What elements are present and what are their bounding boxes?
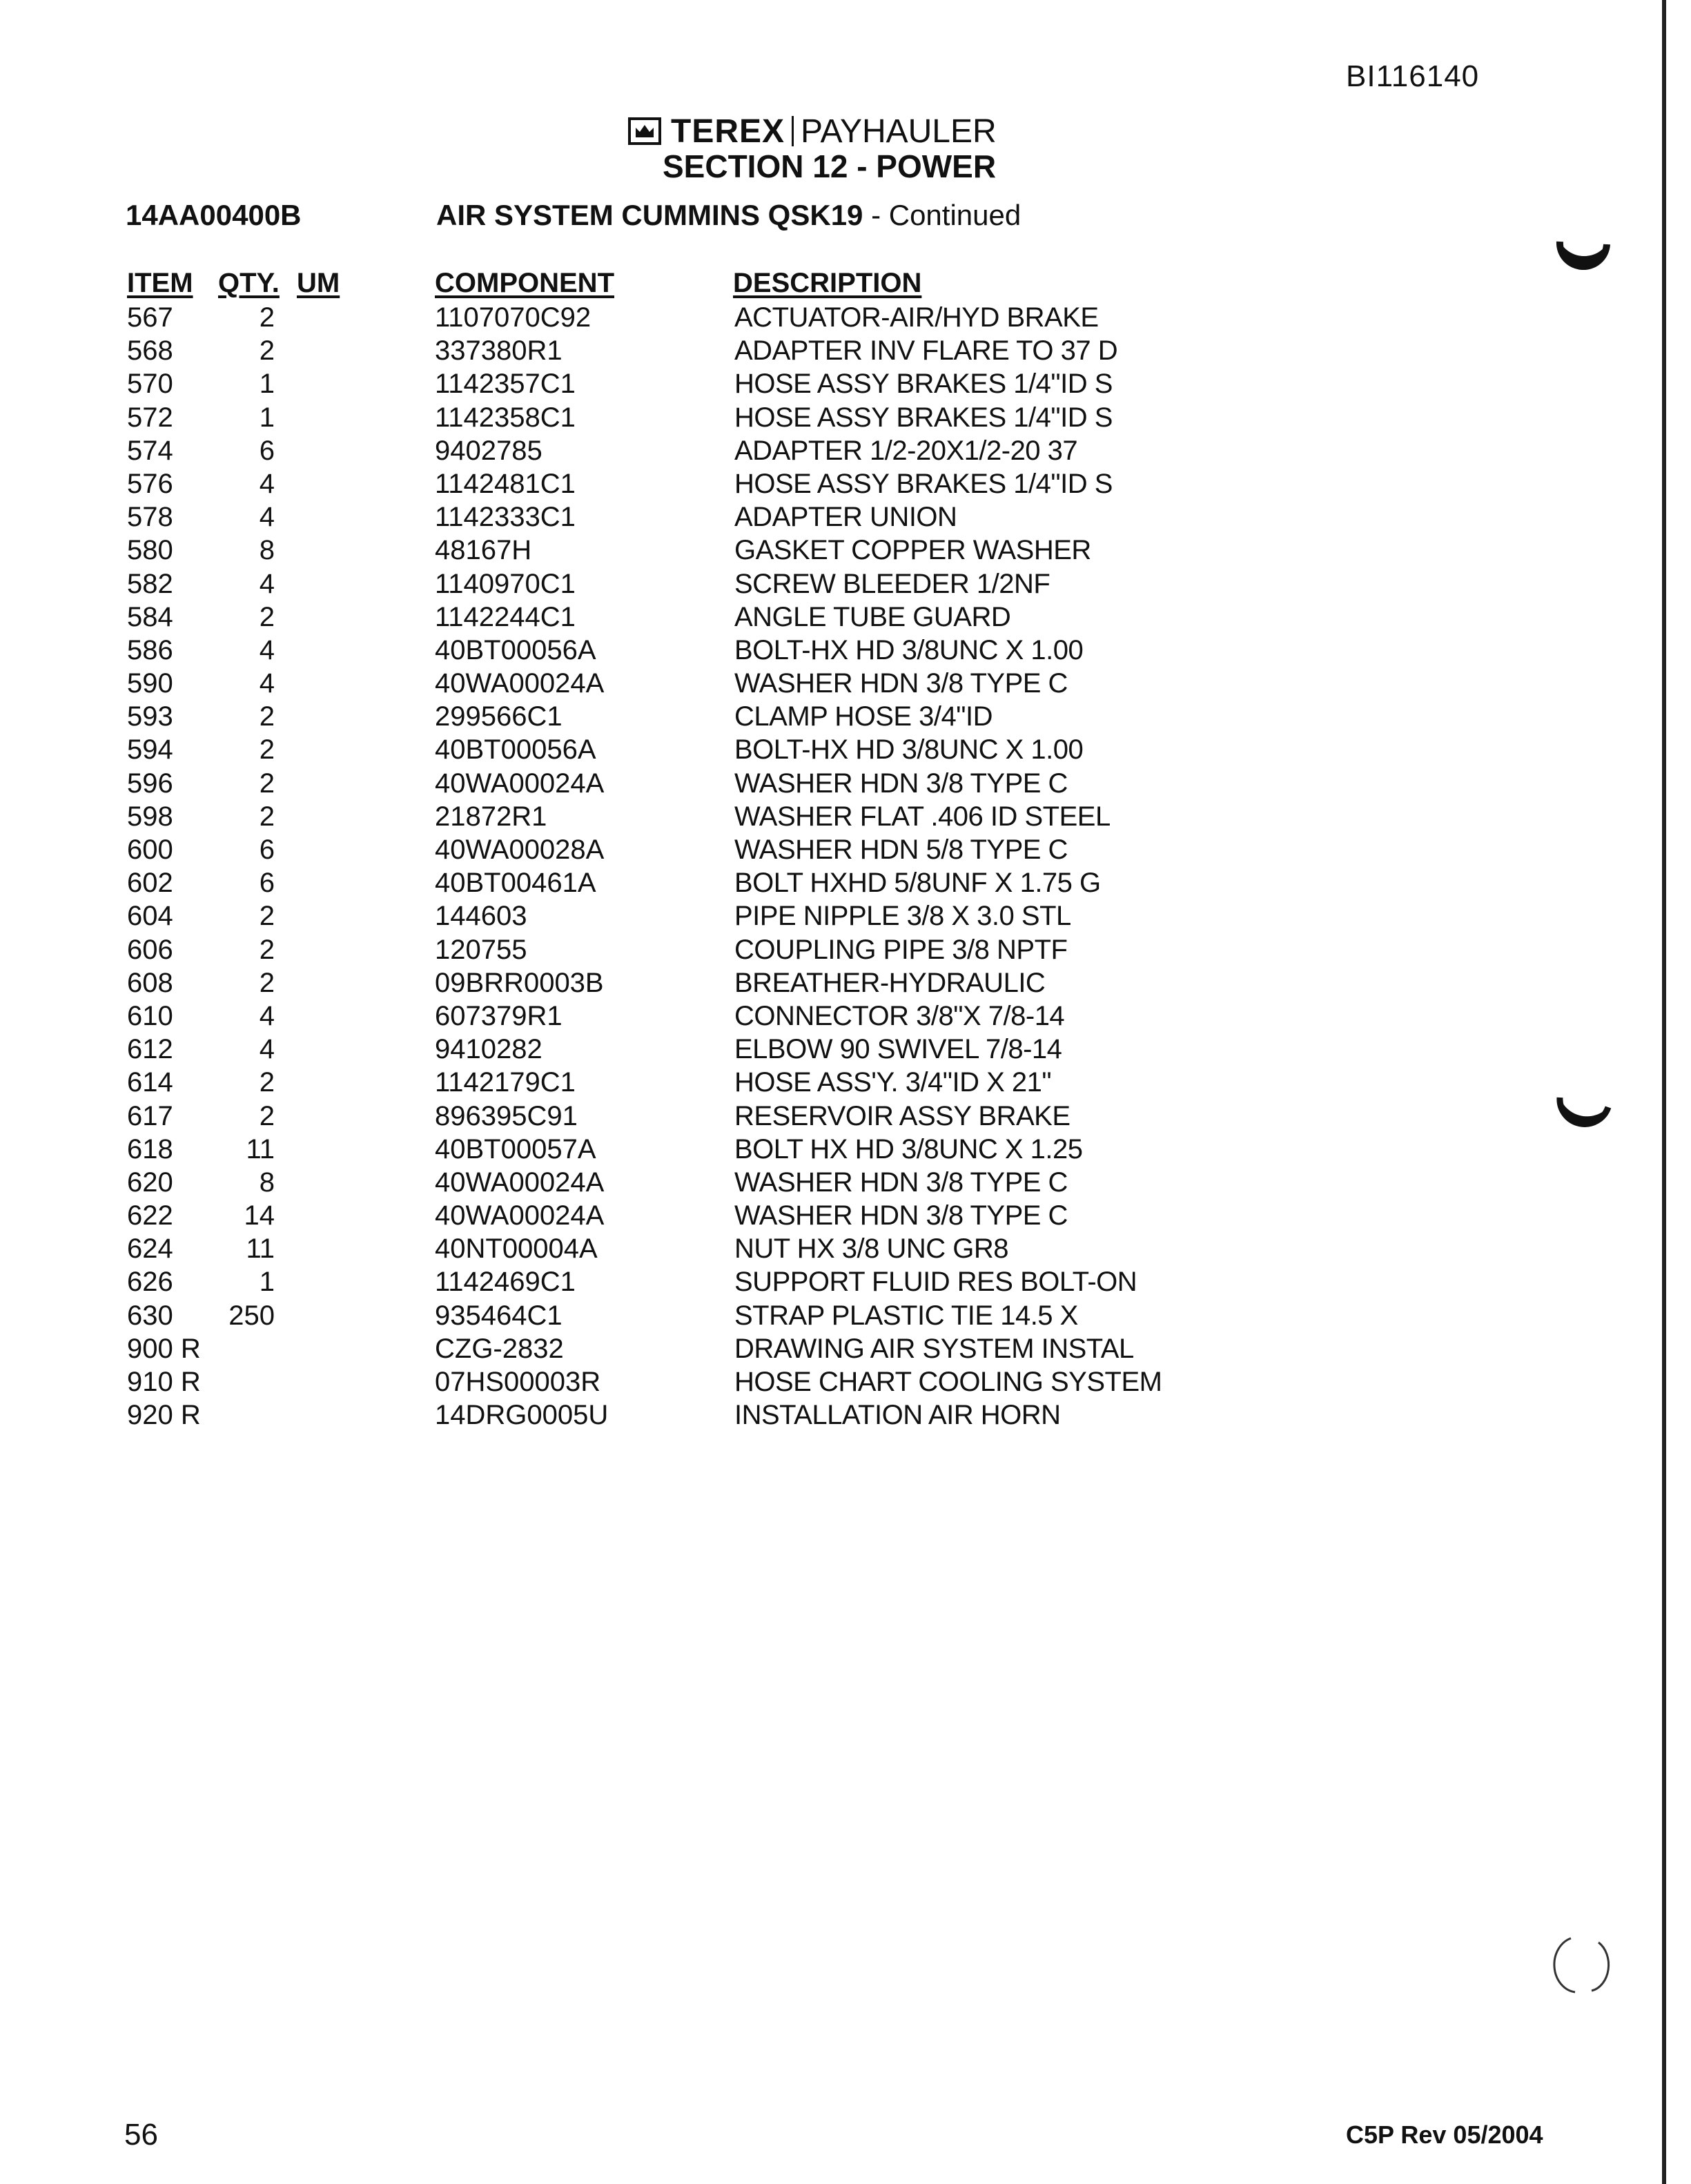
- row-component-number: 40WA00028A: [435, 835, 605, 865]
- row-quantity: 2: [259, 701, 275, 732]
- row-quantity: 4: [259, 668, 275, 699]
- row-item-number: 602: [127, 868, 173, 899]
- row-quantity: 4: [259, 468, 275, 499]
- row-quantity: 2: [259, 901, 275, 932]
- row-description: HOSE ASS'Y. 3/4"ID X 21": [734, 1067, 1052, 1098]
- row-item-number: 618: [127, 1133, 173, 1164]
- parts-table-body: [0, 301, 1656, 1432]
- row-quantity: 4: [259, 568, 275, 599]
- row-component-number: 40BT00461A: [435, 868, 596, 899]
- row-quantity: 1: [259, 1267, 275, 1298]
- row-component-number: 1142358C1: [435, 402, 576, 433]
- row-description: BREATHER-HYDRAULIC: [734, 967, 1046, 998]
- row-description: GASKET COPPER WASHER: [734, 535, 1091, 566]
- row-component-number: 1142481C1: [435, 468, 576, 499]
- row-item-number: 622: [127, 1200, 173, 1231]
- row-component-number: 1142179C1: [435, 1067, 576, 1098]
- row-description: ADAPTER INV FLARE TO 37 D: [734, 335, 1118, 367]
- row-item-number: 624: [127, 1234, 173, 1265]
- table-row: [0, 334, 1656, 367]
- row-item-number: 612: [127, 1034, 173, 1065]
- page-number: 56: [124, 2118, 158, 2152]
- table-row: [0, 634, 1656, 667]
- row-component-number: 120755: [435, 934, 527, 965]
- row-quantity: 4: [259, 1034, 275, 1065]
- row-item-number: 586: [127, 634, 173, 665]
- row-quantity: 1: [259, 369, 275, 400]
- terex-logo-icon: [628, 117, 661, 145]
- table-row: [0, 899, 1656, 933]
- row-component-number: 40BT00056A: [435, 734, 596, 766]
- binder-hole-icon: [1550, 221, 1616, 287]
- column-header-um: UM: [297, 268, 340, 298]
- table-row: [0, 1232, 1656, 1265]
- row-description: BOLT HXHD 5/8UNF X 1.75 G: [734, 868, 1101, 899]
- revision-code: C5P Rev 05/2004: [1346, 2120, 1543, 2149]
- column-header-description: DESCRIPTION: [733, 268, 922, 298]
- row-component-number: 40WA00024A: [435, 1200, 605, 1231]
- table-row: [0, 367, 1656, 400]
- row-description: BOLT-HX HD 3/8UNC X 1.00: [734, 634, 1084, 665]
- row-quantity: 4: [259, 502, 275, 533]
- assembly-title: [436, 199, 1021, 232]
- row-item-number: 604: [127, 901, 173, 932]
- row-component-number: 607379R1: [435, 1000, 563, 1031]
- assembly-name: AIR SYSTEM CUMMINS QSK19: [436, 199, 863, 231]
- table-row: [0, 401, 1656, 434]
- row-component-number: 21872R1: [435, 801, 547, 832]
- row-quantity: 2: [259, 335, 275, 367]
- table-row: [0, 767, 1656, 800]
- table-row: [0, 567, 1656, 601]
- row-component-number: 40WA00024A: [435, 1167, 605, 1198]
- row-quantity: 1: [259, 402, 275, 433]
- row-description: ADAPTER UNION: [734, 502, 957, 533]
- row-description: INSTALLATION AIR HORN: [734, 1400, 1061, 1431]
- assembly-part-number: 14AA00400B: [126, 199, 302, 231]
- row-item-number: 617: [127, 1100, 173, 1131]
- column-header-qty: QTY.: [218, 268, 280, 298]
- table-row: [0, 1100, 1656, 1133]
- table-row: [0, 966, 1656, 1000]
- table-row: [0, 1265, 1656, 1298]
- table-row: [0, 1000, 1656, 1033]
- row-description: SUPPORT FLUID RES BOLT-ON: [734, 1267, 1137, 1298]
- table-row: [0, 1199, 1656, 1232]
- row-item-number: 574: [127, 435, 173, 466]
- row-description: ACTUATOR-AIR/HYD BRAKE: [734, 302, 1099, 333]
- row-quantity: 2: [259, 768, 275, 799]
- row-quantity: 250: [228, 1300, 275, 1331]
- row-description: HOSE CHART COOLING SYSTEM: [734, 1367, 1162, 1397]
- row-component-number: 9410282: [435, 1034, 543, 1065]
- row-component-number: 40WA00024A: [435, 768, 605, 799]
- row-item-number: 620: [127, 1167, 173, 1198]
- row-item-number: 593: [127, 701, 173, 732]
- row-item-number: 570: [127, 369, 173, 400]
- row-item-number: 572: [127, 402, 173, 433]
- row-item-number: 910 R: [127, 1367, 201, 1397]
- row-quantity: 4: [259, 1000, 275, 1031]
- row-item-number: 626: [127, 1267, 173, 1298]
- column-header-component: COMPONENT: [435, 268, 614, 298]
- row-description: WASHER HDN 3/8 TYPE C: [734, 1200, 1068, 1231]
- column-header-item: ITEM: [127, 268, 193, 298]
- row-item-number: 610: [127, 1000, 173, 1031]
- row-description: DRAWING AIR SYSTEM INSTAL: [734, 1333, 1134, 1364]
- row-description: ELBOW 90 SWIVEL 7/8-14: [734, 1034, 1062, 1065]
- row-quantity: 8: [259, 535, 275, 566]
- row-quantity: 2: [259, 1100, 275, 1131]
- row-component-number: 935464C1: [435, 1300, 563, 1331]
- table-row: [0, 866, 1656, 899]
- row-item-number: 600: [127, 835, 173, 865]
- row-component-number: 07HS00003R: [435, 1367, 601, 1397]
- row-component-number: 48167H: [435, 535, 532, 566]
- row-item-number: 576: [127, 468, 173, 499]
- table-row: [0, 1066, 1656, 1099]
- row-item-number: 606: [127, 934, 173, 965]
- row-description: ADAPTER 1/2-20X1/2-20 37: [734, 435, 1078, 466]
- table-row: [0, 1299, 1656, 1332]
- brand-name: TEREX: [671, 113, 785, 150]
- row-component-number: 40WA00024A: [435, 668, 605, 699]
- table-row: [0, 700, 1656, 733]
- row-item-number: 584: [127, 601, 173, 632]
- row-component-number: 14DRG0005U: [435, 1400, 609, 1431]
- section-title: SECTION 12 - POWER: [663, 148, 997, 184]
- row-description: ANGLE TUBE GUARD: [734, 601, 1011, 632]
- row-component-number: 1142244C1: [435, 601, 576, 632]
- row-item-number: 900 R: [127, 1333, 201, 1364]
- row-component-number: 1142469C1: [435, 1267, 576, 1298]
- table-row: [0, 933, 1656, 966]
- row-quantity: 4: [259, 634, 275, 665]
- page-edge-shadow: [1662, 0, 1666, 2184]
- table-row: [0, 1133, 1656, 1166]
- table-row: [0, 500, 1656, 534]
- row-component-number: 299566C1: [435, 701, 563, 732]
- row-item-number: 594: [127, 734, 173, 766]
- row-quantity: 8: [259, 1167, 275, 1198]
- row-component-number: 144603: [435, 901, 527, 932]
- table-row: [0, 601, 1656, 634]
- row-quantity: 6: [259, 435, 275, 466]
- row-description: WASHER FLAT .406 ID STEEL: [734, 801, 1111, 832]
- row-item-number: 608: [127, 967, 173, 998]
- row-description: WASHER HDN 3/8 TYPE C: [734, 668, 1068, 699]
- row-item-number: 580: [127, 535, 173, 566]
- table-row: [0, 733, 1656, 766]
- row-item-number: 920 R: [127, 1400, 201, 1431]
- row-item-number: 614: [127, 1067, 173, 1098]
- row-quantity: 2: [259, 967, 275, 998]
- row-description: STRAP PLASTIC TIE 14.5 X: [734, 1300, 1078, 1331]
- row-item-number: 567: [127, 302, 173, 333]
- binder-hole-icon: [1550, 1086, 1616, 1153]
- row-quantity: 2: [259, 934, 275, 965]
- table-row: [0, 833, 1656, 866]
- brand-divider: [792, 116, 794, 146]
- row-component-number: 40NT00004A: [435, 1234, 598, 1265]
- row-description: PIPE NIPPLE 3/8 X 3.0 STL: [734, 901, 1071, 932]
- row-quantity: 6: [259, 835, 275, 865]
- row-item-number: 578: [127, 502, 173, 533]
- row-description: HOSE ASSY BRAKES 1/4"ID S: [734, 369, 1113, 400]
- row-item-number: 568: [127, 335, 173, 367]
- row-item-number: 590: [127, 668, 173, 699]
- row-component-number: 1142357C1: [435, 369, 576, 400]
- row-quantity: 2: [259, 302, 275, 333]
- row-quantity: 11: [246, 1133, 275, 1164]
- table-row: [0, 534, 1656, 567]
- row-description: HOSE ASSY BRAKES 1/4"ID S: [734, 468, 1113, 499]
- table-row: [0, 800, 1656, 833]
- table-row: [0, 667, 1656, 700]
- table-row: [0, 434, 1656, 467]
- row-quantity: 14: [244, 1200, 275, 1231]
- table-row: [0, 301, 1656, 334]
- table-row: [0, 467, 1656, 500]
- table-row: [0, 1033, 1656, 1066]
- row-description: SCREW BLEEDER 1/2NF: [734, 568, 1050, 599]
- row-description: RESERVOIR ASSY BRAKE: [734, 1100, 1071, 1131]
- row-component-number: 337380R1: [435, 335, 563, 367]
- row-quantity: 2: [259, 734, 275, 766]
- row-component-number: CZG-2832: [435, 1333, 564, 1364]
- row-description: BOLT-HX HD 3/8UNC X 1.00: [734, 734, 1084, 766]
- binder-hole-icon: [1550, 1933, 1616, 1999]
- row-component-number: 40BT00056A: [435, 634, 596, 665]
- row-component-number: 1107070C92: [435, 302, 592, 333]
- row-description: HOSE ASSY BRAKES 1/4"ID S: [734, 402, 1113, 433]
- table-row: [0, 1166, 1656, 1199]
- assembly-continued: - Continued: [863, 199, 1022, 231]
- row-description: NUT HX 3/8 UNC GR8: [734, 1234, 1009, 1265]
- document-id: BI116140: [1346, 59, 1480, 93]
- row-component-number: 09BRR0003B: [435, 967, 604, 998]
- row-component-number: 9402785: [435, 435, 543, 466]
- brand-subname: PAYHAULER: [801, 113, 997, 150]
- row-quantity: 2: [259, 601, 275, 632]
- row-description: CONNECTOR 3/8"X 7/8-14: [734, 1000, 1065, 1031]
- row-quantity: 2: [259, 801, 275, 832]
- row-description: WASHER HDN 3/8 TYPE C: [734, 1167, 1068, 1198]
- row-description: WASHER HDN 5/8 TYPE C: [734, 835, 1068, 865]
- table-row: [0, 1365, 1656, 1398]
- row-component-number: 896395C91: [435, 1100, 578, 1131]
- row-quantity: 6: [259, 868, 275, 899]
- row-description: BOLT HX HD 3/8UNC X 1.25: [734, 1133, 1083, 1164]
- row-component-number: 40BT00057A: [435, 1133, 596, 1164]
- row-item-number: 596: [127, 768, 173, 799]
- row-description: WASHER HDN 3/8 TYPE C: [734, 768, 1068, 799]
- table-row: [0, 1332, 1656, 1365]
- row-component-number: 1142333C1: [435, 502, 576, 533]
- table-row: [0, 1398, 1656, 1432]
- row-description: CLAMP HOSE 3/4"ID: [734, 701, 993, 732]
- row-item-number: 598: [127, 801, 173, 832]
- row-quantity: 11: [246, 1234, 275, 1265]
- row-component-number: 1140970C1: [435, 568, 576, 599]
- row-description: COUPLING PIPE 3/8 NPTF: [734, 934, 1068, 965]
- row-item-number: 630: [127, 1300, 173, 1331]
- row-quantity: 2: [259, 1067, 275, 1098]
- row-item-number: 582: [127, 568, 173, 599]
- brand-header: [628, 110, 997, 152]
